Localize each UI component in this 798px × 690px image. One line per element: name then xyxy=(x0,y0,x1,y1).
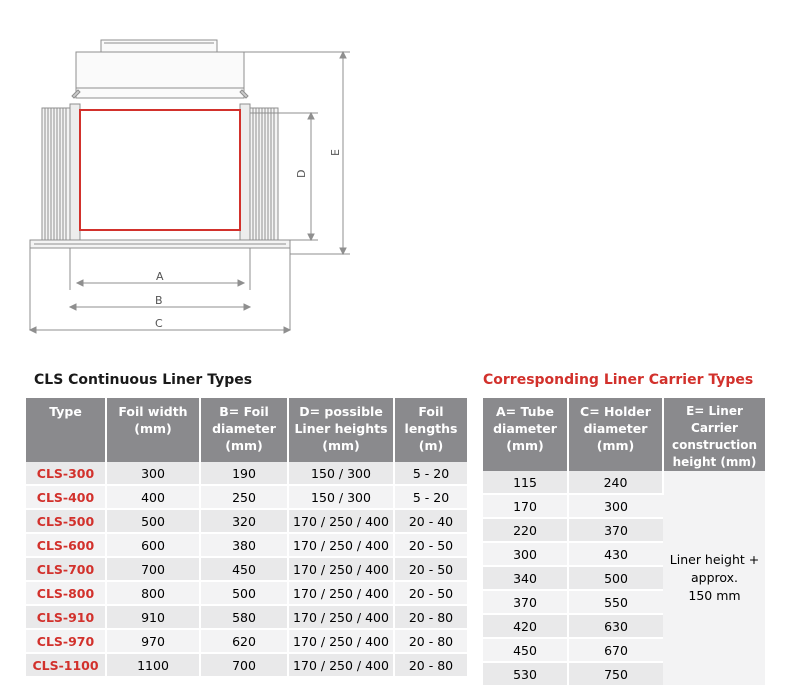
table-cell: 20 - 50 xyxy=(394,581,467,605)
table-row xyxy=(26,509,467,533)
table-row xyxy=(26,485,467,509)
table-cell: CLS-970 xyxy=(26,629,106,653)
table-cell: 550 xyxy=(568,590,663,614)
table-cell: 170 / 250 / 400 xyxy=(288,653,394,677)
table-cell: CLS-400 xyxy=(26,485,106,509)
table-cell: 170 / 250 / 400 xyxy=(288,581,394,605)
table-cell: 20 - 50 xyxy=(394,557,467,581)
left-bellows xyxy=(42,108,70,240)
right-table-title: Corresponding Liner Carrier Types xyxy=(483,372,754,388)
table-cell: 700 xyxy=(106,557,200,581)
table-cell: 500 xyxy=(568,566,663,590)
right-bellows xyxy=(250,108,278,240)
construction-height-note: Liner height + approx. 150 mm xyxy=(663,471,765,686)
table-cell: 170 / 250 / 400 xyxy=(288,509,394,533)
table-cell: 190 xyxy=(200,462,288,485)
table-cell: 150 / 300 xyxy=(288,485,394,509)
table-row xyxy=(26,605,467,629)
table-cell: 5 - 20 xyxy=(394,462,467,485)
table-cell: 240 xyxy=(568,471,663,494)
table-row xyxy=(26,581,467,605)
table-cell: 400 xyxy=(106,485,200,509)
table-cell: 450 xyxy=(483,638,568,662)
table-cell: 910 xyxy=(106,605,200,629)
table-cell: 170 / 250 / 400 xyxy=(288,557,394,581)
table-cell: 170 / 250 / 400 xyxy=(288,629,394,653)
table-cell: 150 / 300 xyxy=(288,462,394,485)
table-cell: 500 xyxy=(106,509,200,533)
header-holder-diameter: C= Holder diameter (mm) xyxy=(568,398,663,471)
table-cell: 170 xyxy=(483,494,568,518)
table-cell: 420 xyxy=(483,614,568,638)
header-foil-lengths: Foil lengths (m) xyxy=(394,398,467,462)
table-cell: 630 xyxy=(568,614,663,638)
table-cell: 750 xyxy=(568,662,663,686)
table-cell: 370 xyxy=(483,590,568,614)
table-cell: CLS-800 xyxy=(26,581,106,605)
table-cell: 970 xyxy=(106,629,200,653)
table-cell: 530 xyxy=(483,662,568,686)
table-cell: 580 xyxy=(200,605,288,629)
header-foil-diameter: B= Foil diameter (mm) xyxy=(200,398,288,462)
table-cell: 600 xyxy=(106,533,200,557)
upper-housing xyxy=(76,52,244,98)
table-cell: 320 xyxy=(200,509,288,533)
carrier-types-table xyxy=(483,398,765,687)
table-row xyxy=(26,533,467,557)
label-e: E xyxy=(329,149,342,156)
header-construction-height: E= Liner Carrier construction height (mm) xyxy=(663,398,765,471)
table-cell: CLS-910 xyxy=(26,605,106,629)
table-cell: 370 xyxy=(568,518,663,542)
label-d: D xyxy=(295,169,308,178)
table-cell: 5 - 20 xyxy=(394,485,467,509)
table-cell: 115 xyxy=(483,471,568,494)
table-cell: 250 xyxy=(200,485,288,509)
table-cell: 340 xyxy=(483,566,568,590)
table-cell: 300 xyxy=(106,462,200,485)
table-cell: 170 / 250 / 400 xyxy=(288,533,394,557)
table-cell: 220 xyxy=(483,518,568,542)
header-liner-heights: D= possible Liner heights (mm) xyxy=(288,398,394,462)
left-table-title: CLS Continuous Liner Types xyxy=(34,372,253,388)
table-cell: 20 - 80 xyxy=(394,605,467,629)
table-cell: CLS-700 xyxy=(26,557,106,581)
liner-frame xyxy=(80,110,240,230)
table-row xyxy=(26,653,467,677)
table-cell: CLS-600 xyxy=(26,533,106,557)
table-cell: 20 - 80 xyxy=(394,653,467,677)
table-row xyxy=(483,471,765,494)
table-cell: 1100 xyxy=(106,653,200,677)
table-cell: 300 xyxy=(483,542,568,566)
table-cell: 620 xyxy=(200,629,288,653)
header-tube-diameter: A= Tube diameter (mm) xyxy=(483,398,568,471)
table-cell: 500 xyxy=(200,581,288,605)
table-cell: 20 - 80 xyxy=(394,629,467,653)
table-row xyxy=(26,557,467,581)
table-cell: 450 xyxy=(200,557,288,581)
header-foil-width: Foil width (mm) xyxy=(106,398,200,462)
liner-types-table xyxy=(26,398,467,678)
table-row xyxy=(26,462,467,485)
top-cap xyxy=(101,40,217,52)
table-cell: CLS-1100 xyxy=(26,653,106,677)
table-cell: 20 - 40 xyxy=(394,509,467,533)
label-b: B xyxy=(155,294,163,307)
table-cell: 300 xyxy=(568,494,663,518)
table-cell: 20 - 50 xyxy=(394,533,467,557)
table-cell: CLS-300 xyxy=(26,462,106,485)
label-a: A xyxy=(156,270,164,283)
table-cell: CLS-500 xyxy=(26,509,106,533)
header-type: Type xyxy=(26,398,106,462)
label-c: C xyxy=(155,317,163,330)
table-cell: 380 xyxy=(200,533,288,557)
table-cell: 430 xyxy=(568,542,663,566)
table-cell: 170 / 250 / 400 xyxy=(288,605,394,629)
table-cell: 700 xyxy=(200,653,288,677)
table-cell: 800 xyxy=(106,581,200,605)
table-cell: 670 xyxy=(568,638,663,662)
table-row xyxy=(26,629,467,653)
